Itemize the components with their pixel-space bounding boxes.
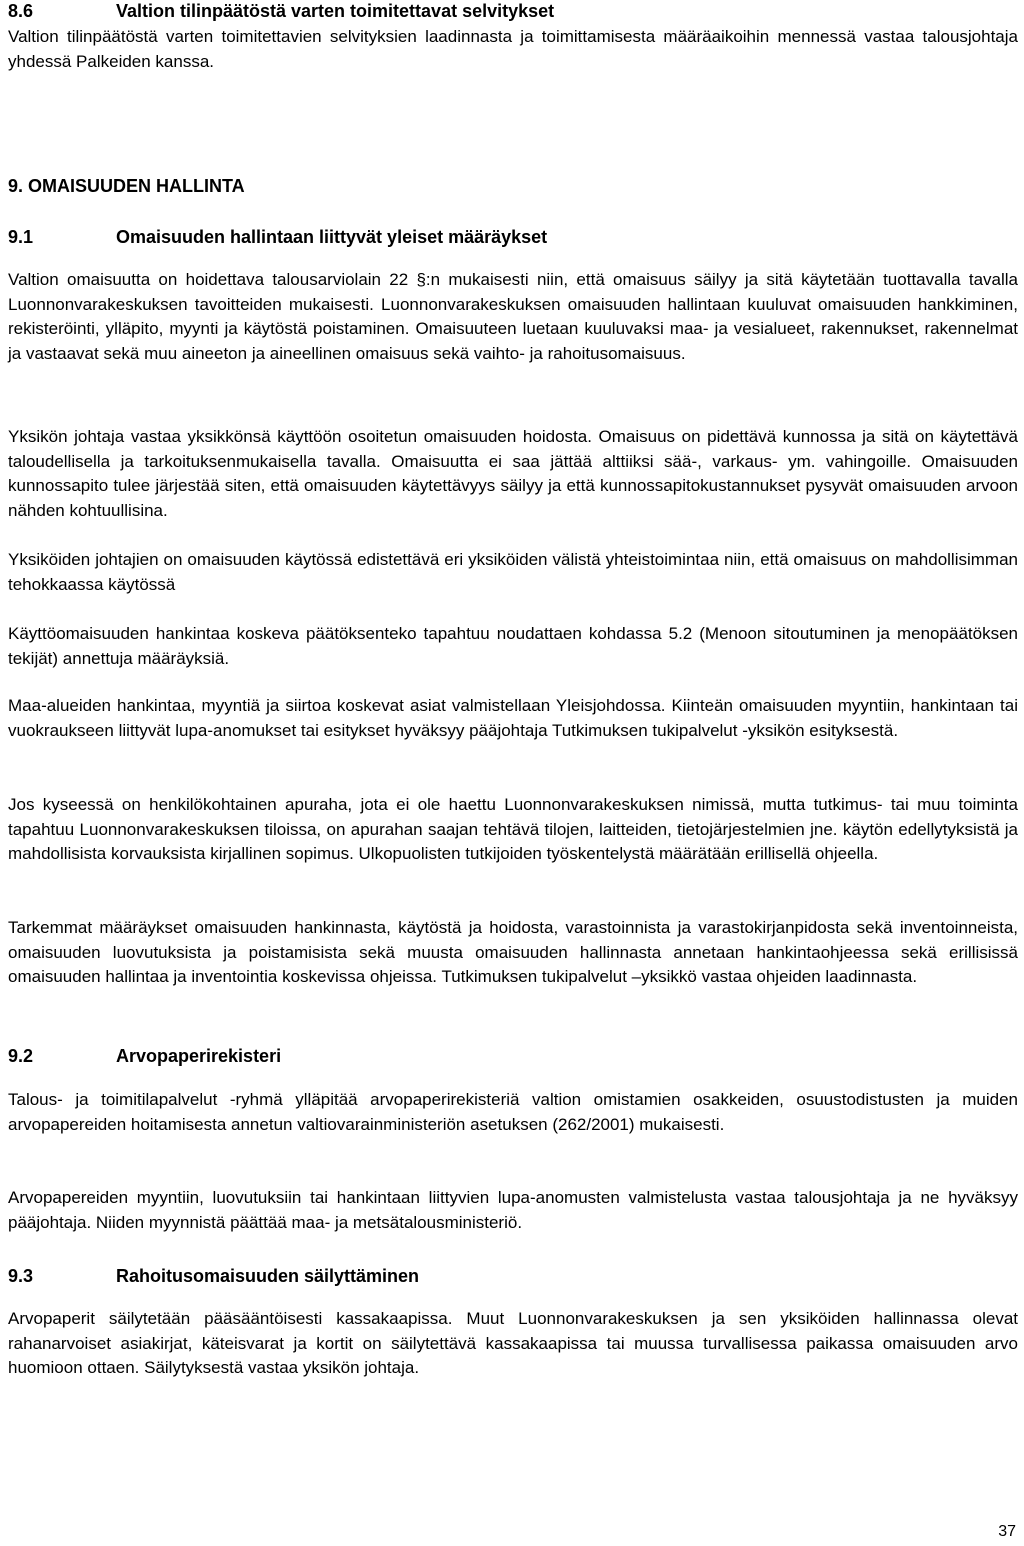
paragraph: Valtion omaisuutta on hoidettava talousarviolain 22 §:n mukaisesti niin, että omaisuus säilyy ja sitä käytetään tuottavalla tavalla Luonnonvarakeskuksen tavoitteiden mukaisesti. Luonnonvarakeskuksen omaisuuden hallintaan kuuluvat omaisuuden hankkiminen, rekisteröinti, ylläpito, myynti ja käytöstä poistaminen. Omaisuuteen luetaan kuuluvaksi maa- ja vesialueet, rakennukset, rakennelmat ja vastaavat sekä muu aineeton ja aineellinen omaisuus sekä vaihto- ja rahoitusomaisuus. (8, 270, 1018, 363)
paragraph: Yksikön johtaja vastaa yksikkönsä käyttöön osoitetun omaisuuden hoidosta. Omaisuus on pidettävä kunnossa ja sitä on käytettävä taloudellisella ja tarkoituksenmukaisella tavalla. Omaisuutta ei saa jättää alttiiksi sää-, varkaus- ym. vahingoille. Omaisuuden kunnossapito tulee järjestää siten, että omaisuuden käytettävyys säilyy ja että kunnossapitokustannukset pysyvät omaisuuden arvoon nähden kohtuullisina. (8, 427, 1018, 520)
section-title: Rahoitusomaisuuden säilyttäminen (116, 1266, 420, 1286)
paragraph: Maa-alueiden hankintaa, myyntiä ja siirtoa koskevat asiat valmistellaan Yleisjohdossa. Kiinteän omaisuuden myyntiin, hankintaan tai vuokraukseen liittyvät lupa-anomukset tai esitykset hyväksyy pääjohtaja Tutkimuksen tukipalvelut -yksikön esityksestä. (8, 696, 1018, 740)
section-number: 8.6 (8, 1, 34, 21)
paragraph: Valtion tilinpäätöstä varten toimitettavien selvityksien laadinnasta ja toimittamisesta määräaikoihin mennessä vastaa talousjohtaja yhdessä Palkeiden kanssa. (8, 27, 1018, 71)
section-heading-9-2 (8, 1045, 281, 1067)
section-heading-9-3 (8, 1265, 419, 1287)
section-heading-9-1 (8, 226, 547, 248)
chapter-heading-9: 9. OMAISUUDEN HALLINTA (8, 176, 245, 196)
section-number: 9.3 (8, 1266, 34, 1286)
section-number: 9.1 (8, 227, 34, 247)
paragraph: Arvopapereiden myyntiin, luovutuksiin tai hankintaan liittyvien lupa-anomusten valmistelusta vastaa talousjohtaja ja ne hyväksyy pääjohtaja. Niiden myynnistä päättää maa- ja metsätalousministeriö. (8, 1188, 1018, 1232)
section-number: 9.2 (8, 1046, 34, 1066)
paragraph: Arvopaperit säilytetään pääsääntöisesti kassakaapissa. Muut Luonnonvarakeskuksen ja sen yksiköiden hallinnassa olevat rahanarvoiset asiakirjat, käteisvarat ja kortit on säilytettävä kassakaapissa tai muussa turvallisessa paikassa omaisuuden arvo huomioon ottaen. Säilytyksestä vastaa yksikön johtaja. (8, 1309, 1018, 1377)
section-heading-8-6 (8, 0, 554, 22)
paragraph: Jos kyseessä on henkilökohtainen apuraha, jota ei ole haettu Luonnonvarakeskuksen nimissä, mutta tutkimus- tai muu toiminta tapahtuu Luonnonvarakeskuksen tiloissa, on apurahan saajan tehtävä tilojen, laitteiden, tietojärjestelmien jne. käytön edellytyksistä ja mahdollisista korvauksista kirjallinen sopimus. Ulkopuolisten tutkijoiden työskentelystä määrätään erillisellä ohjeella. (8, 795, 1018, 863)
section-title: Omaisuuden hallintaan liittyvät yleiset määräykset (116, 227, 548, 247)
paragraph: Tarkemmat määräykset omaisuuden hankinnasta, käytöstä ja hoidosta, varastoinnista ja varastokirjanpidosta sekä inventoinneista, omaisuuden luovutuksista ja poistamisista sekä muusta omaisuuden hallinnasta annetaan hankintaohjeessa sekä erillisissä omaisuuden hallintaa ja inventointia koskevissa ohjeissa. Tutkimuksen tukipalvelut –yksikkö vastaa ohjeiden laadinnasta. (8, 918, 1018, 986)
section-title: Arvopaperirekisteri (116, 1046, 282, 1066)
paragraph: Talous- ja toimitilapalvelut -ryhmä ylläpitää arvopaperirekisteriä valtion omistamien osakkeiden, osuustodistusten ja muiden arvopapereiden hoitamisesta annetun valtiovarainministeriön asetuksen (262/2001) mukaisesti. (8, 1090, 1018, 1134)
paragraph: Käyttöomaisuuden hankintaa koskeva päätöksenteko tapahtuu noudattaen kohdassa 5.2 (Menoon sitoutuminen ja menopäätöksen tekijät) annettuja määräyksiä. (8, 624, 1018, 668)
paragraph: Yksiköiden johtajien on omaisuuden käytössä edistettävä eri yksiköiden välistä yhteistoimintaa niin, että omaisuus on mahdollisimman tehokkaassa käytössä (8, 550, 1018, 594)
section-title: Valtion tilinpäätöstä varten toimitettavat selvitykset (116, 1, 555, 21)
page-number: 37 (998, 1523, 1016, 1540)
